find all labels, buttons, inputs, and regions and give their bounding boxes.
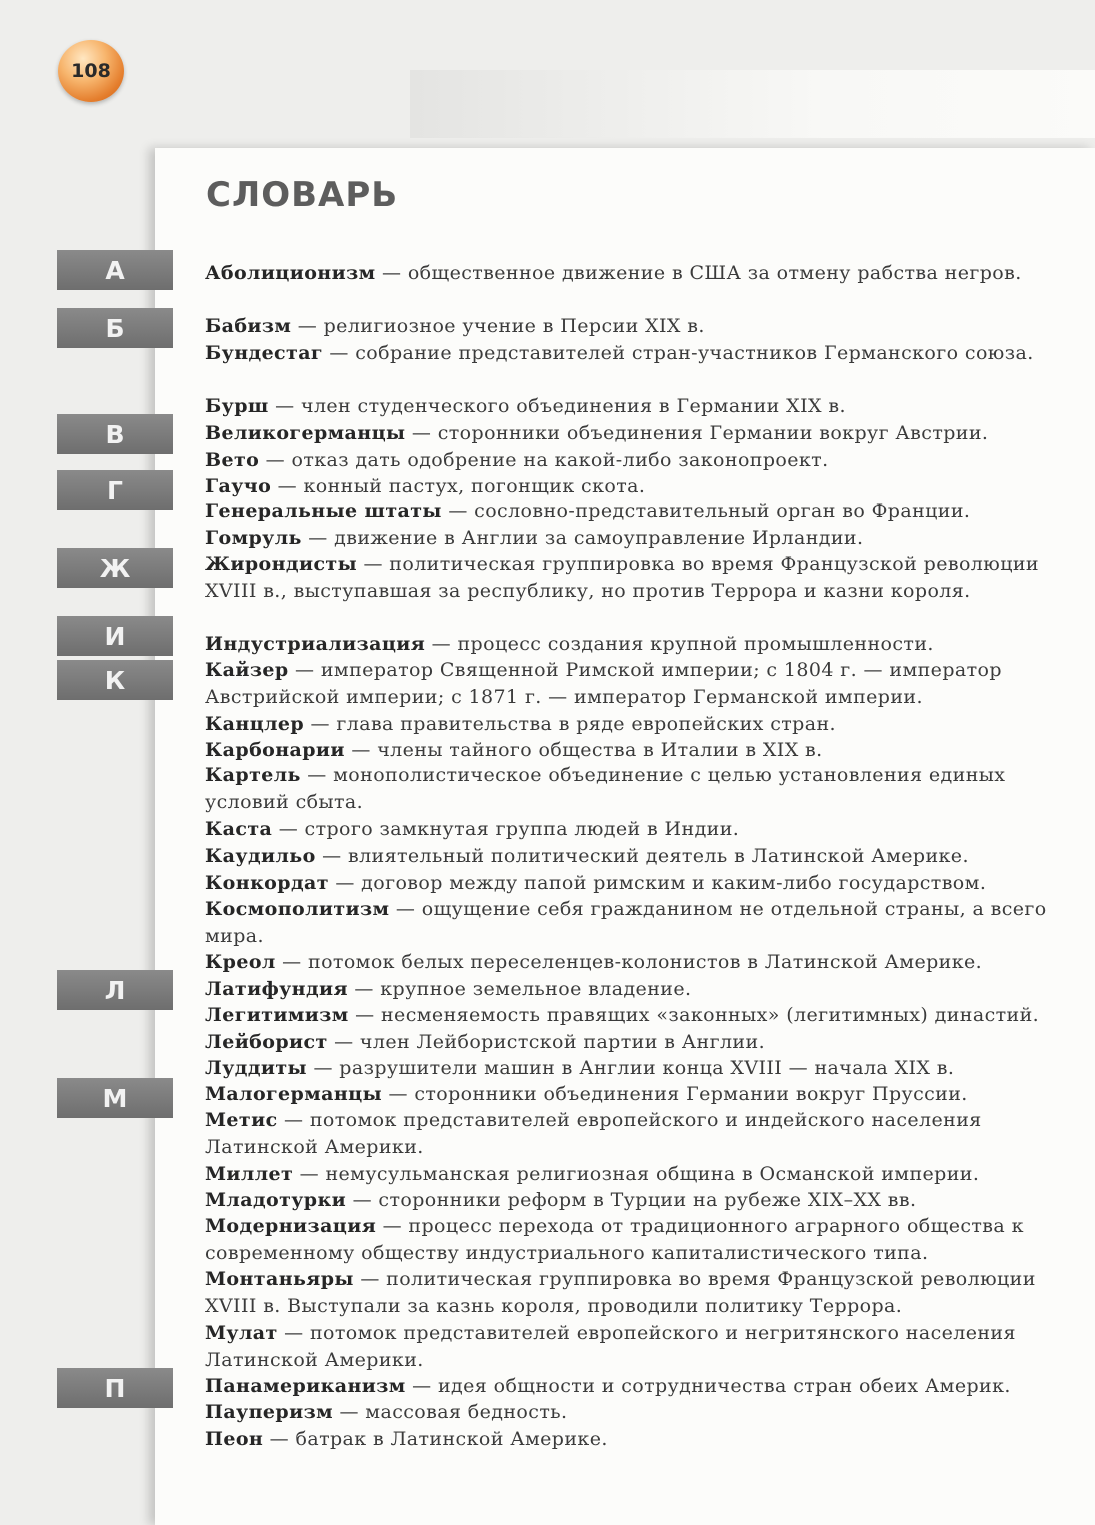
letter-tab[interactable]: А: [57, 250, 173, 290]
entry-term: Креол: [205, 951, 276, 973]
dictionary-entry: [205, 525, 1053, 552]
entry-definition: — политическая группировка во время Французской революции XVIII в., выступавшая за республику, но против Террора и казни короля.: [205, 553, 1039, 602]
entry-term: Картель: [205, 764, 301, 786]
entry-term: Бабизм: [205, 315, 292, 337]
entry-term: Генеральные штаты: [205, 500, 442, 522]
entry-term: Пауперизм: [205, 1401, 334, 1423]
entry-definition: — массовая бедность.: [333, 1401, 568, 1423]
entry-term: Монтаньяры: [205, 1268, 354, 1290]
entry-definition: — разрушители машин в Англии конца XVIII — начала XIX в.: [307, 1057, 955, 1079]
dictionary-entry: [205, 1399, 1053, 1426]
entry-term: Конкордат: [205, 872, 329, 894]
entry-term: Бундестаг: [205, 342, 323, 364]
entry-definition: — члены тайного общества в Италии в XIX в.: [344, 739, 823, 761]
entry-definition: — процесс создания крупной промышленности.: [425, 633, 934, 655]
entry-definition: — процесс перехода от традиционного аграрного общества к современному обществу индустриального капиталистического типа.: [205, 1215, 1024, 1264]
dictionary-entry: [205, 313, 1053, 340]
entry-term: Латифундия: [205, 978, 348, 1000]
entry-term: Каста: [205, 818, 273, 840]
dictionary-entry: [205, 896, 1053, 949]
entry-term: Космополитизм: [205, 898, 390, 920]
entry-term: Аболиционизм: [205, 262, 376, 284]
entry-definition: — глава правительства в ряде европейских стран.: [304, 713, 836, 735]
entry-definition: — несменяемость правящих «законных» (легитимных) династий.: [348, 1004, 1040, 1026]
entry-definition: — сторонники объединения Германии вокруг Австрии.: [405, 422, 989, 444]
entry-term: Мулат: [205, 1322, 278, 1344]
entry-definition: — религиозное учение в Персии XIX в.: [291, 315, 705, 337]
header-band: [410, 70, 1095, 138]
entry-term: Малогерманцы: [205, 1083, 383, 1105]
entry-definition: — потомок представителей европейского и негритянского населения Латинской Америки.: [205, 1322, 1016, 1371]
dictionary-entry: [205, 657, 1053, 710]
entry-definition: — политическая группировка во время Французской революции XVIII в. Выступали за казнь короля, проводили политику Террора.: [205, 1268, 1036, 1317]
entry-term: Бурш: [205, 395, 269, 417]
entry-term: Модернизация: [205, 1215, 377, 1237]
dictionary-entry: [205, 1266, 1053, 1319]
entry-term: Миллет: [205, 1163, 294, 1185]
dictionary-entry: [205, 1320, 1053, 1373]
entry-definition: — отказ дать одобрение на какой-либо законопроект.: [259, 449, 829, 471]
entry-definition: — член Лейбористской партии в Англии.: [327, 1031, 766, 1053]
dictionary-entry: [205, 737, 1053, 764]
entry-definition: — ощущение себя гражданином не отдельной страны, а всего мира.: [205, 898, 1047, 947]
dictionary-entry: [205, 976, 1053, 1003]
dictionary-entry: [205, 447, 1053, 474]
dictionary-entry: [205, 1029, 1053, 1056]
dictionary-entry: [205, 1055, 1053, 1082]
dictionary-entry: [205, 711, 1053, 738]
entry-definition: — влиятельный политический деятель в Латинской Америке.: [315, 845, 969, 867]
entry-definition: — батрак в Латинской Америке.: [263, 1428, 608, 1450]
letter-tab[interactable]: В: [57, 414, 173, 454]
entry-definition: — сторонники реформ в Турции на рубеже XIX–XX вв.: [346, 1189, 917, 1211]
dictionary-entry: [205, 1213, 1053, 1266]
entry-definition: — идея общности и сотрудничества стран обеих Америк.: [405, 1375, 1011, 1397]
entry-definition: — договор между папой римским и каким-либо государством.: [328, 872, 987, 894]
letter-tab[interactable]: М: [57, 1078, 173, 1118]
entry-definition: — потомок белых переселенцев-колонистов в Латинской Америке.: [275, 951, 983, 973]
entry-definition: — конный пастух, погонщик скота.: [271, 475, 646, 497]
entry-term: Каудильо: [205, 845, 316, 867]
entry-definition: — сословно-представительный орган во Франции.: [441, 500, 971, 522]
entry-term: Жирондисты: [205, 553, 358, 575]
entry-term: Панамериканизм: [205, 1375, 406, 1397]
dictionary-entry: [205, 260, 1053, 287]
letter-tab[interactable]: П: [57, 1368, 173, 1408]
entry-definition: — потомок представителей европейского и индейского населения Латинской Америки.: [205, 1109, 982, 1158]
letter-tab[interactable]: Л: [57, 970, 173, 1010]
entry-definition: — собрание представителей стран-участников Германского союза.: [322, 342, 1034, 364]
entry-term: Гаучо: [205, 475, 272, 497]
dictionary-entry: [205, 473, 1053, 500]
letter-tab[interactable]: Б: [57, 308, 173, 348]
entry-definition: — император Священной Римской империи; с 1804 г. — император Австрийской империи; с 1871 г. — император Германской империи.: [205, 659, 1002, 708]
dictionary-entry: [205, 1081, 1053, 1108]
letter-tab[interactable]: Ж: [57, 548, 173, 588]
entry-term: Легитимизм: [205, 1004, 349, 1026]
dictionary-entry: [205, 816, 1053, 843]
page-title: СЛОВАРЬ: [206, 175, 399, 215]
entry-definition: — член студенческого объединения в Германии XIX в.: [268, 395, 846, 417]
dictionary-entry: [205, 631, 1053, 658]
letter-tab[interactable]: Г: [57, 470, 173, 510]
dictionary-entry: [205, 1373, 1053, 1400]
entry-term: Индустриализация: [205, 633, 426, 655]
entry-definition: — строго замкнутая группа людей в Индии.: [272, 818, 740, 840]
entry-definition: — общественное движение в США за отмену рабства негров.: [375, 262, 1022, 284]
entry-definition: — немусульманская религиозная община в Османской империи.: [293, 1163, 980, 1185]
dictionary-entry: [205, 1426, 1053, 1453]
dictionary-entry: [205, 762, 1053, 815]
dictionary-entry: [205, 1002, 1053, 1029]
dictionary-entry: [205, 551, 1053, 604]
dictionary-entry: [205, 870, 1053, 897]
entry-term: Младотурки: [205, 1189, 347, 1211]
dictionary-entry: [205, 1107, 1053, 1160]
entry-definition: — движение в Англии за самоуправление Ирландии.: [301, 527, 864, 549]
entry-term: Кайзер: [205, 659, 289, 681]
entry-definition: — крупное земельное владение.: [347, 978, 692, 1000]
entry-term: Вето: [205, 449, 260, 471]
page-number: 108: [71, 60, 111, 82]
entry-term: Лейборист: [205, 1031, 328, 1053]
dictionary-entry: [205, 420, 1053, 447]
entry-definition: — монополистическое объединение с целью установления единых условий сбыта.: [205, 764, 1006, 813]
entry-term: Карбонарии: [205, 739, 345, 761]
dictionary-entry: [205, 843, 1053, 870]
entry-term: Метис: [205, 1109, 278, 1131]
letter-tab[interactable]: К: [57, 660, 173, 700]
letter-tab[interactable]: И: [57, 616, 173, 656]
dictionary-entry: [205, 949, 1053, 976]
entry-term: Луддиты: [205, 1057, 308, 1079]
entry-term: Канцлер: [205, 713, 305, 735]
entry-term: Гомруль: [205, 527, 302, 549]
dictionary-entry: [205, 1161, 1053, 1188]
entry-term: Пеон: [205, 1428, 264, 1450]
dictionary-entry: [205, 340, 1053, 367]
page-number-badge: [58, 40, 124, 102]
dictionary-entry: [205, 498, 1053, 525]
dictionary-entry: [205, 393, 1053, 420]
entry-definition: — сторонники объединения Германии вокруг Пруссии.: [382, 1083, 968, 1105]
entry-term: Великогерманцы: [205, 422, 406, 444]
dictionary-entry: [205, 1187, 1053, 1214]
